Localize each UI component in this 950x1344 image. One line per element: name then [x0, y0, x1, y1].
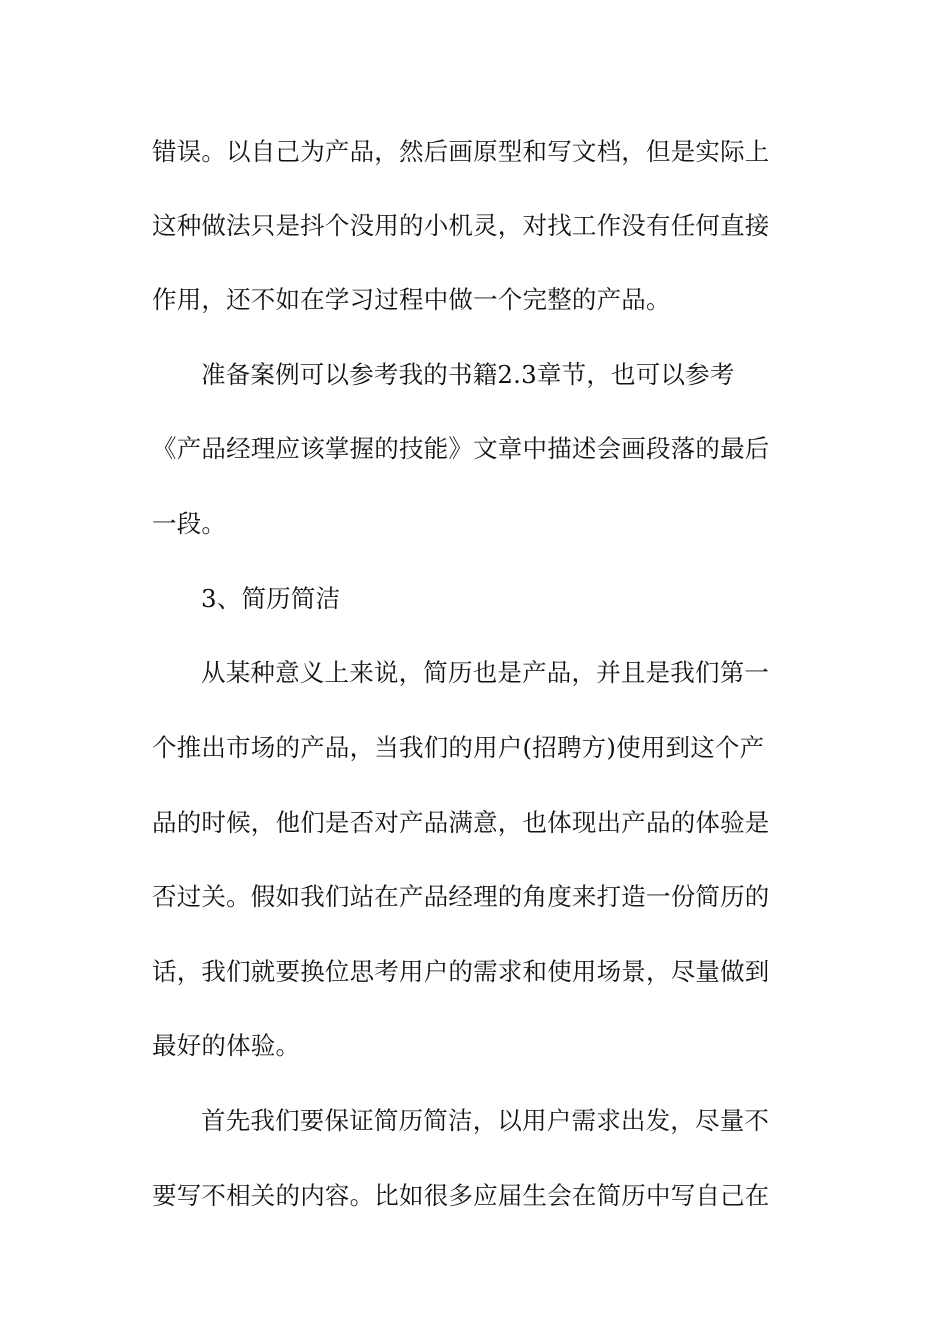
text-line-12: 话，我们就要换位思考用户的需求和使用场景，尽量做到 [152, 957, 770, 986]
text-line-13: 最好的体验。 [152, 1031, 301, 1060]
text-line-4: 准备案例可以参考我的书籍2.3章节，也可以参考 [201, 360, 735, 389]
text-line-11: 否过关。假如我们站在产品经理的角度来打造一份简历的 [152, 882, 770, 911]
text-line-1: 错误。以自己为产品，然后画原型和写文档，但是实际上 [152, 137, 770, 166]
text-line-10: 品的时候，他们是否对产品满意，也体现出产品的体验是 [152, 808, 770, 837]
text-line-8: 从某种意义上来说，简历也是产品，并且是我们第一 [201, 658, 770, 687]
text-line-5: 《产品经理应该掌握的技能》文章中描述会画段落的最后 [152, 434, 770, 463]
section-heading: 3、简历简洁 [201, 584, 341, 613]
text-line-15: 要写不相关的内容。比如很多应届生会在简历中写自己在 [152, 1181, 770, 1210]
text-line-6: 一段。 [152, 509, 227, 538]
text-line-9: 个推出市场的产品，当我们的用户(招聘方)使用到这个产 [152, 733, 765, 762]
text-line-3: 作用，还不如在学习过程中做一个完整的产品。 [152, 285, 671, 314]
text-line-2: 这种做法只是抖个没用的小机灵，对找工作没有任何直接 [152, 211, 770, 240]
text-line-14: 首先我们要保证简历简洁，以用户需求出发，尽量不 [201, 1106, 770, 1135]
